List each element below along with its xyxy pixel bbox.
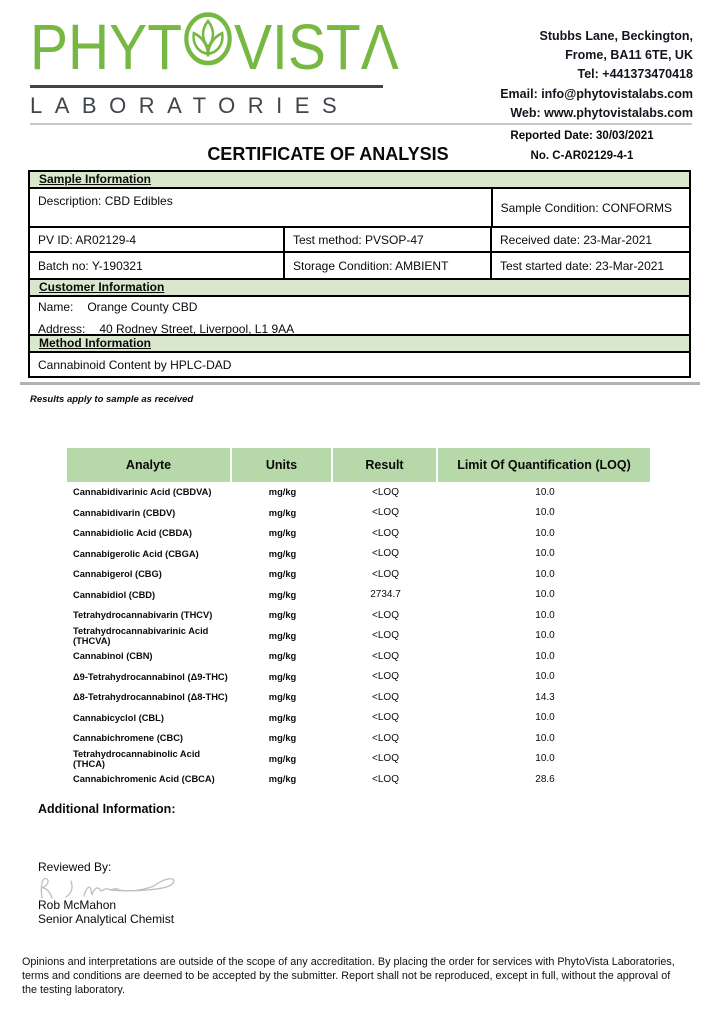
- loq-cell: 10.0: [535, 568, 555, 580]
- units-cell: mg/kg: [268, 671, 297, 682]
- reviewer-name: Rob McMahon: [38, 898, 117, 912]
- result-column-header: Result: [333, 448, 436, 482]
- batch-no-cell: Batch no: Y-190321: [38, 258, 143, 273]
- pv-id-cell: PV ID: AR02129-4: [38, 232, 137, 247]
- section-divider-line: [20, 382, 700, 385]
- units-cell: mg/kg: [268, 610, 297, 621]
- result-cell: <LOQ: [372, 671, 399, 683]
- logo-text-part1: PHYT: [30, 11, 183, 84]
- customer-name-line: [38, 300, 689, 314]
- units-cell: mg/kg: [268, 630, 297, 641]
- analyte-cell: Cannabidiol (CBD): [73, 589, 156, 600]
- result-cell: 2734.7: [370, 589, 401, 601]
- analyte-cell: Cannabidivarinic Acid (CBDVA): [73, 487, 212, 498]
- result-cell: <LOQ: [372, 691, 399, 703]
- table-row: [67, 544, 652, 565]
- loq-cell: 10.0: [535, 732, 555, 744]
- laboratories-wordmark: LABORATORIES: [30, 93, 350, 118]
- results-table-body: [67, 482, 652, 790]
- result-cell: <LOQ: [372, 548, 399, 560]
- analyte-cell: Cannabidiolic Acid (CBDA): [73, 528, 192, 539]
- table-row: [67, 523, 652, 544]
- result-cell: <LOQ: [372, 630, 399, 642]
- units-cell: mg/kg: [268, 651, 297, 662]
- reviewer-title: Senior Analytical Chemist: [38, 912, 175, 926]
- table-row: [67, 585, 652, 606]
- table-row: [67, 769, 652, 790]
- customer-name-label: Name:: [38, 300, 74, 314]
- units-cell: mg/kg: [268, 487, 297, 498]
- units-cell: mg/kg: [268, 774, 297, 785]
- logo-divider-rule: [30, 85, 383, 88]
- analyte-cell: Cannabinol (CBN): [73, 651, 153, 662]
- result-cell: <LOQ: [372, 773, 399, 785]
- result-cell: <LOQ: [372, 712, 399, 724]
- loq-cell: 10.0: [535, 650, 555, 662]
- analyte-cell: Tetrahydrocannabivarinic Acid (THCVA): [73, 625, 209, 646]
- sample-info-table: [28, 170, 691, 378]
- analyte-cell: Cannabigerol (CBG): [73, 569, 162, 580]
- customer-information-header: Customer Information: [30, 278, 689, 297]
- table-row: [67, 503, 652, 524]
- table-row: [67, 687, 652, 708]
- loq-cell: 14.3: [535, 691, 555, 703]
- contact-web: Web: www.phytovistalabs.com: [510, 105, 693, 120]
- analyte-column-header: Analyte: [67, 448, 230, 482]
- customer-details-cell: [30, 297, 689, 334]
- loq-cell: 10.0: [535, 548, 555, 560]
- table-row: [67, 708, 652, 729]
- contact-address-line1: Stubbs Lane, Beckington,: [539, 29, 693, 43]
- footer-line3: the testing laboratory.: [22, 983, 126, 996]
- units-cell: mg/kg: [268, 548, 297, 559]
- header-divider-line: [30, 123, 692, 125]
- table-row: [67, 626, 652, 647]
- units-cell: mg/kg: [268, 507, 297, 518]
- pvid-row: [30, 228, 689, 253]
- result-cell: <LOQ: [372, 609, 399, 621]
- results-table-header: [67, 448, 652, 482]
- units-cell: mg/kg: [268, 712, 297, 723]
- units-cell: mg/kg: [268, 589, 297, 600]
- loq-column-header: Limit Of Quantification (LOQ): [438, 448, 650, 482]
- result-cell: <LOQ: [372, 650, 399, 662]
- table-row: [67, 605, 652, 626]
- footer-line2: terms and conditions are deemed to be accepted by the submitter. Report shall not be reproduced, except in full, without the approval of: [22, 969, 671, 982]
- table-row: [67, 646, 652, 667]
- units-cell: mg/kg: [268, 569, 297, 580]
- result-cell: <LOQ: [372, 507, 399, 519]
- certificate-title: CERTIFICATE OF ANALYSIS: [207, 144, 449, 164]
- results-table: [67, 448, 652, 790]
- loq-cell: 10.0: [535, 753, 555, 765]
- result-cell: <LOQ: [372, 486, 399, 498]
- description-row: [30, 189, 689, 228]
- sample-condition-cell: Sample Condition: CONFORMS: [491, 189, 689, 226]
- table-row: [67, 667, 652, 688]
- loq-cell: 10.0: [535, 609, 555, 621]
- loq-cell: 10.0: [535, 589, 555, 601]
- results-note: Results apply to sample as received: [30, 394, 194, 405]
- loq-cell: 10.0: [535, 486, 555, 498]
- table-row: [67, 728, 652, 749]
- result-cell: <LOQ: [372, 753, 399, 765]
- table-row: [67, 749, 652, 770]
- certificate-number: No. C-AR02129-4-1: [530, 150, 634, 162]
- footer-disclaimer: [22, 956, 704, 997]
- analyte-cell: Δ8-Tetrahydrocannabinol (Δ8-THC): [73, 692, 228, 703]
- loq-cell: 10.0: [535, 671, 555, 683]
- customer-address-value: 40 Rodney Street, Liverpool, L1 9AA: [99, 322, 295, 336]
- analyte-cell: Δ9-Tetrahydrocannabinol (Δ9-THC): [73, 671, 228, 682]
- result-cell: <LOQ: [372, 568, 399, 580]
- phytovista-logo: [30, 11, 399, 119]
- reported-date: Reported Date: 30/03/2021: [510, 130, 654, 142]
- description-cell: Description: CBD Edibles: [38, 194, 173, 208]
- loq-cell: 28.6: [535, 773, 555, 785]
- analyte-cell: Cannabichromenic Acid (CBCA): [73, 774, 215, 785]
- result-cell: <LOQ: [372, 732, 399, 744]
- logo-text-part2: VIST: [234, 11, 361, 84]
- table-row: [67, 482, 652, 503]
- logo-text-part3: Λ: [360, 11, 399, 84]
- leaf-icon: [183, 11, 233, 76]
- table-row: [67, 564, 652, 585]
- test-method-cell: Test method: PVSOP-47: [283, 228, 490, 251]
- loq-cell: 10.0: [535, 507, 555, 519]
- contact-tel: Tel: +441373470418: [577, 67, 693, 82]
- units-cell: mg/kg: [268, 692, 297, 703]
- storage-condition-cell: Storage Condition: AMBIENT: [283, 253, 490, 278]
- contact-email: Email: info@phytovistalabs.com: [500, 86, 693, 101]
- footer-line1: Opinions and interpretations are outside of the scope of any accreditation. By placing the order for services with PhytoVista Laboratories,: [22, 956, 675, 968]
- analyte-cell: Cannabicyclol (CBL): [73, 712, 164, 723]
- units-cell: mg/kg: [268, 753, 297, 764]
- test-started-date-cell: Test started date: 23-Mar-2021: [490, 253, 689, 278]
- units-column-header: Units: [232, 448, 331, 482]
- units-cell: mg/kg: [268, 733, 297, 744]
- reviewed-by-label: Reviewed By:: [38, 860, 112, 874]
- method-cell: Cannabinoid Content by HPLC-DAD: [38, 357, 232, 372]
- batch-row: [30, 253, 689, 278]
- method-information-header: Method Information: [30, 334, 689, 353]
- analyte-cell: Cannabichromene (CBC): [73, 733, 184, 744]
- analyte-cell: Cannabigerolic Acid (CBGA): [73, 548, 199, 559]
- analyte-cell: Cannabidivarin (CBDV): [73, 507, 176, 518]
- analyte-cell: Tetrahydrocannabinolic Acid (THCA): [73, 748, 201, 769]
- contact-block: [500, 27, 693, 123]
- loq-cell: 10.0: [535, 712, 555, 724]
- received-date-cell: Received date: 23-Mar-2021: [490, 228, 689, 251]
- customer-address-label: Address:: [38, 322, 86, 336]
- phytovista-wordmark: [30, 11, 399, 84]
- sample-information-header: Sample Information: [30, 172, 689, 189]
- analyte-cell: Tetrahydrocannabivarin (THCV): [73, 610, 213, 621]
- result-cell: <LOQ: [372, 527, 399, 539]
- units-cell: mg/kg: [268, 528, 297, 539]
- additional-information-label: Additional Information:: [38, 802, 176, 816]
- loq-cell: 10.0: [535, 630, 555, 642]
- contact-address-line2: Frome, BA11 6TE, UK: [565, 48, 693, 63]
- customer-name-value: Orange County CBD: [87, 300, 198, 314]
- loq-cell: 10.0: [535, 527, 555, 539]
